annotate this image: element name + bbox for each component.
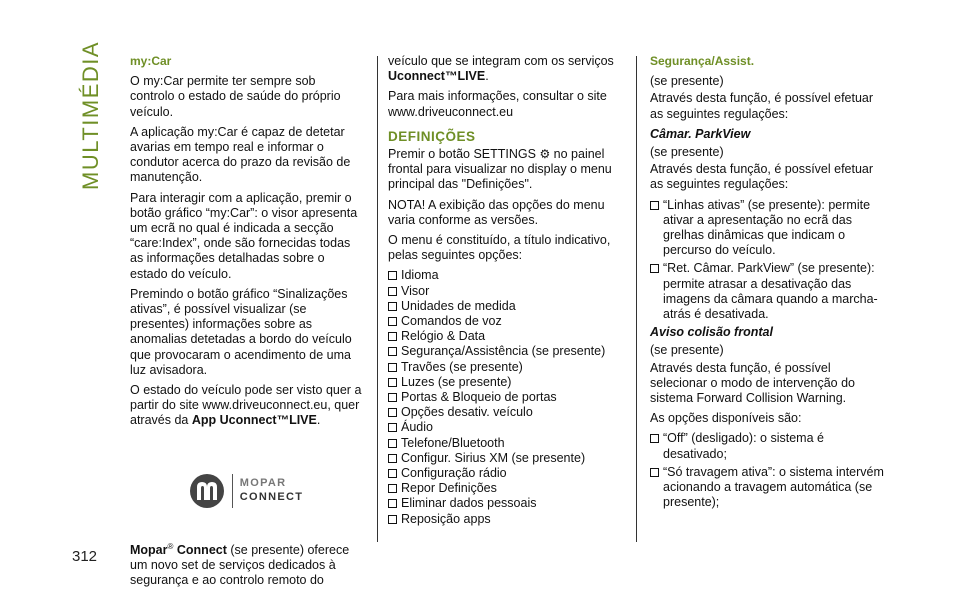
settings-options-list xyxy=(388,268,624,526)
p5-text: O estado do veículo pode ser visto quer a partir do site www.driveuconnect.eu, quer através da xyxy=(130,383,362,428)
checkbox-square-icon xyxy=(388,347,397,356)
uconnect-text: veículo que se integram com os serviços xyxy=(388,54,614,68)
checkbox-square-icon xyxy=(388,408,397,417)
settings-option-label: Relógio & Data xyxy=(401,329,486,344)
checkbox-square-icon xyxy=(388,423,397,432)
so-travagem-text: “Só travagem ativa”: o sistema intervém acionando a travagem automática (se presente); xyxy=(663,464,884,510)
checkbox-square-icon xyxy=(388,515,397,524)
settings-option-label: Opções desativ. veículo xyxy=(401,405,533,420)
settings-option-item xyxy=(388,344,624,359)
checkbox-square-icon xyxy=(650,434,659,443)
list-item xyxy=(650,465,886,511)
uconnect-end: . xyxy=(485,69,489,84)
settings-option-item xyxy=(388,466,624,481)
settings-option-item xyxy=(388,314,624,329)
menu-intro-paragraph: O menu é constituído, a título indicativo, pelas seguintes opções: xyxy=(388,233,611,263)
settings-option-label: Visor xyxy=(401,283,430,298)
more-info-paragraph: Para mais informações, consultar o site www.driveuconnect.eu xyxy=(388,89,607,119)
checkbox-square-icon xyxy=(650,264,659,273)
mycar-paragraph-5 xyxy=(130,383,362,429)
settings-option-label: Travões (se presente) xyxy=(401,359,523,374)
settings-option-item xyxy=(388,284,624,299)
parkview-description: Através desta função, é possível efetuar as seguintes regulações: xyxy=(650,162,874,192)
checkbox-square-icon xyxy=(388,484,397,493)
settings-option-item xyxy=(388,299,624,314)
settings-option-item xyxy=(388,390,624,405)
column-2 xyxy=(388,54,624,531)
gear-icon: ⚙ xyxy=(539,147,551,162)
settings-option-label: Idioma xyxy=(401,268,439,283)
checkbox-square-icon xyxy=(388,439,397,448)
uconnect-paragraph xyxy=(388,54,624,84)
settings-option-label: Portas & Bloqueio de portas xyxy=(401,390,557,405)
settings-option-label: Configur. Sirius XM (se presente) xyxy=(401,450,586,465)
linhas-ativas-text: “Linhas ativas” (se presente): permite ativar a apresentação no ecrã das grelhas dinâmicas que indicam o percurso do veículo. xyxy=(663,197,871,258)
checkbox-square-icon xyxy=(388,378,397,387)
settings-option-item xyxy=(388,436,624,451)
note-paragraph: NOTA! A exibição das opções do menu varia conforme as versões. xyxy=(388,197,605,227)
collision-description: Através desta função, é possível selecionar o modo de intervenção do sistema Forward Collision Warning. xyxy=(650,360,855,406)
settings-option-item xyxy=(388,360,624,375)
settings-option-label: Repor Definições xyxy=(401,481,497,496)
off-option-text: “Off” (desligado): o sistema é desativado; xyxy=(663,431,824,461)
settings-option-label: Comandos de voz xyxy=(401,314,502,329)
settings-paragraph xyxy=(388,147,624,193)
checkbox-square-icon xyxy=(388,363,397,372)
mopar-m-logo-icon xyxy=(189,473,225,509)
list-item xyxy=(650,198,886,259)
parkview-presence: (se presente) xyxy=(650,145,724,160)
column-1 xyxy=(130,54,362,593)
settings-option-item xyxy=(388,481,624,496)
settings-option-label: Eliminar dados pessoais xyxy=(401,496,537,511)
settings-option-item xyxy=(388,451,624,466)
settings-option-label: Reposição apps xyxy=(401,511,491,526)
settings-option-item xyxy=(388,405,624,420)
settings-option-label: Luzes (se presente) xyxy=(401,374,512,389)
list-item xyxy=(650,261,886,322)
seguranca-heading: Segurança/Assist. xyxy=(650,54,755,68)
mopar-brand: Mopar xyxy=(130,542,168,557)
settings-option-item xyxy=(388,512,624,527)
settings-text-post: no painel frontal para visualizar no display o menu principal das "Definições". xyxy=(388,147,612,192)
checkbox-square-icon xyxy=(388,287,397,296)
settings-option-item xyxy=(388,375,624,390)
app-uconnect-live: App Uconnect™LIVE xyxy=(191,413,317,428)
seguranca-description: Através desta função, é possível efetuar as seguintes regulações: xyxy=(650,91,874,121)
checkbox-square-icon xyxy=(388,271,397,280)
parkview-subheading: Câmar. ParkView xyxy=(650,126,751,141)
mycar-paragraph-1: O my:Car permite ter sempre sob controlo o estado de saúde do próprio veículo. xyxy=(130,74,341,119)
p5-end: . xyxy=(316,413,321,428)
definicoes-heading: DEFINIÇÕES xyxy=(388,128,476,144)
settings-option-label: Unidades de medida xyxy=(401,298,516,313)
settings-option-item xyxy=(388,420,624,435)
mycar-paragraph-2: A aplicação my:Car é capaz de detetar avarias em tempo real e informar o condutor acerca do prazo da revisão de manutenção. xyxy=(130,124,351,185)
mycar-paragraph-4: Premindo o botão gráfico “Sinalizações ativas”, é possível visualizar (se presentes) informações sobre as anomalias detetadas a bordo do veículo que provocaram o acendimento de uma luz avisadora. xyxy=(130,286,352,377)
ret-camar-text: “Ret. Câmar. ParkView” (se presente): permite atrasar a desativação das imagens da câmara quando a marcha-atrás é desativada. xyxy=(663,261,878,322)
settings-option-item xyxy=(388,268,624,283)
column-divider-left xyxy=(377,56,378,542)
mopar-connect-logo xyxy=(130,473,362,509)
checkbox-square-icon xyxy=(388,332,397,341)
logo-wordmark xyxy=(240,478,304,503)
checkbox-square-icon xyxy=(388,393,397,402)
uconnect-live-brand: Uconnect™LIVE xyxy=(388,69,486,84)
settings-text-pre: Premir o botão SETTINGS xyxy=(388,147,540,162)
settings-option-label: Segurança/Assistência (se presente) xyxy=(401,344,606,359)
registered-mark: ® xyxy=(167,541,174,551)
logo-connect-text: CONNECT xyxy=(239,491,304,504)
collision-subheading: Aviso colisão frontal xyxy=(650,325,773,340)
checkbox-square-icon xyxy=(650,201,659,210)
logo-separator xyxy=(232,474,233,508)
connect-brand: Connect xyxy=(173,542,227,557)
column-3 xyxy=(650,54,886,513)
checkbox-square-icon xyxy=(650,468,659,477)
mopar-connect-paragraph xyxy=(130,539,362,589)
column-divider-right xyxy=(636,56,637,542)
checkbox-square-icon xyxy=(388,469,397,478)
collision-presence: (se presente) xyxy=(650,343,724,358)
chapter-side-title: MULTIMÉDIA xyxy=(78,40,103,190)
checkbox-square-icon xyxy=(388,317,397,326)
settings-option-label: Telefone/Bluetooth xyxy=(401,435,505,450)
mycar-paragraph-3: Para interagir com a aplicação, premir o botão gráfico “my:Car”: o visor apresenta um ecrã no qual é indicada a secção “care:Index”, onde são fornecidas todas as informações detalhadas sobre o estado do veículo. xyxy=(130,190,358,281)
settings-option-label: Áudio xyxy=(401,420,433,435)
mopar-connect-text: (se presente) oferece um novo set de serviços dedicados à segurança e ao controlo remoto do xyxy=(130,542,350,588)
checkbox-square-icon xyxy=(388,302,397,311)
checkbox-square-icon xyxy=(388,499,397,508)
checkbox-square-icon xyxy=(388,454,397,463)
page-number: 312 xyxy=(72,548,98,565)
options-available: As opções disponíveis são: xyxy=(650,411,802,426)
settings-option-item xyxy=(388,329,624,344)
list-item xyxy=(650,431,886,461)
seguranca-presence: (se presente) xyxy=(650,74,724,89)
settings-option-item xyxy=(388,496,624,511)
mycar-heading: my:Car xyxy=(130,54,172,68)
settings-option-label: Configuração rádio xyxy=(401,466,507,481)
logo-mopar-text: MOPAR xyxy=(239,477,287,490)
